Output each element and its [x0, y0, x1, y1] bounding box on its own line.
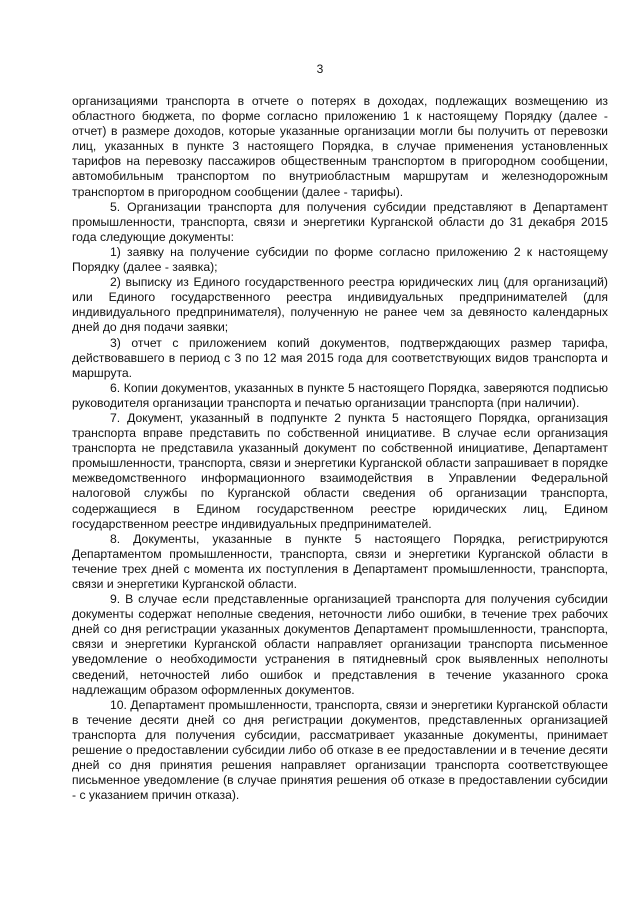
document-body [72, 94, 608, 803]
paragraph-subitem-3: 3) отчет с приложением копий документов, подтверждающих размер тарифа, действовавшего в период с 3 по 12 мая 2015 года для соответствующих видов транспорта и маршрута. [72, 335, 608, 380]
paragraph-subitem-2: 2) выписку из Единого государственного реестра юридических лиц (для организаций) или Единого государственного реестра индивидуальных предпринимателей (для индивидуального предпринимателя), полученную не ранее чем за девяносто календарных дней до дня подачи заявки; [72, 275, 608, 335]
paragraph-item-6: 6. Копии документов, указанных в пункте 5 настоящего Порядка, заверяются подписью руководителя организации транспорта и печатью организации транспорта (при наличии). [72, 380, 608, 410]
paragraph-item-8: 8. Документы, указанные в пункте 5 настоящего Порядка, регистрируются Департаментом промышленности, транспорта, связи и энергетики Курганской области в течение трех дней с момента их поступления в Департамент промышленности, транспорта, связи и энергетики Курганской области. [72, 531, 608, 591]
paragraph-item-7: 7. Документ, указанный в подпункте 2 пункта 5 настоящего Порядка, организация транспорта вправе представить по собственной инициативе. В случае если организация транспорта не представила указанный документ по собственной инициативе, Департамент промышленности, транспорта, связи и энергетики Курганской области запрашивает в порядке межведомственного информационного взаимодействия в Управлении Федеральной налоговой службы по Курганской области сведения об организации транспорта, содержащиеся в Едином государственном реестре юридических лиц, Едином государственном реестре индивидуальных предпринимателей. [72, 410, 608, 531]
paragraph-subitem-1: 1) заявку на получение субсидии по форме согласно приложению 2 к настоящему Порядку (далее - заявка); [72, 244, 608, 275]
page-number: 3 [316, 62, 324, 76]
paragraph-item-9: 9. В случае если представленные организацией транспорта для получения субсидии документы содержат неполные сведения, неточности либо ошибки, в течение трех рабочих дней со дня регистрации указанных документов Департамент промышленности, транспорта, связи и энергетики Курганской области направляет организации транспорта письменное уведомление о необходимости устранения в пятидневный срок выявленных неполноты сведений, неточностей либо ошибок и представления в течение указанного срока надлежащим образом оформленных документов. [72, 592, 608, 697]
paragraph-continuation: организациями транспорта в отчете о потерях в доходах, подлежащих возмещению из областного бюджета, по форме согласно приложению 1 к настоящему Порядку (далее - отчет) в размере доходов, которые указанные организации могли бы получить от перевозки лиц, указанных в пункте 3 настоящего Порядка, в случае применения установленных тарифов на перевозку пассажиров общественным транспортом в пригородном сообщении, автомобильным транспортом по внутриобластным маршрутам и железнодорожным транспортом в пригородном сообщении (далее - тарифы). [72, 94, 608, 199]
paragraph-item-10: 10. Департамент промышленности, транспорта, связи и энергетики Курганской области в течение десяти дней со дня регистрации документов, представленных организацией транспорта для получения субсидии, рассматривает указанные документы, принимает решение о предоставлении субсидии либо об отказе в ее предоставлении и в течение десяти дней со дня принятия решения направляет организации транспорта соответствующее письменное уведомление (в случае принятия решения об отказе в предоставлении субсидии - с указанием причин отказа). [72, 697, 608, 803]
paragraph-item-5: 5. Организации транспорта для получения субсидии представляют в Департамент промышленности, транспорта, связи и энергетики Курганской области до 31 декабря 2015 года следующие документы: [72, 199, 608, 244]
